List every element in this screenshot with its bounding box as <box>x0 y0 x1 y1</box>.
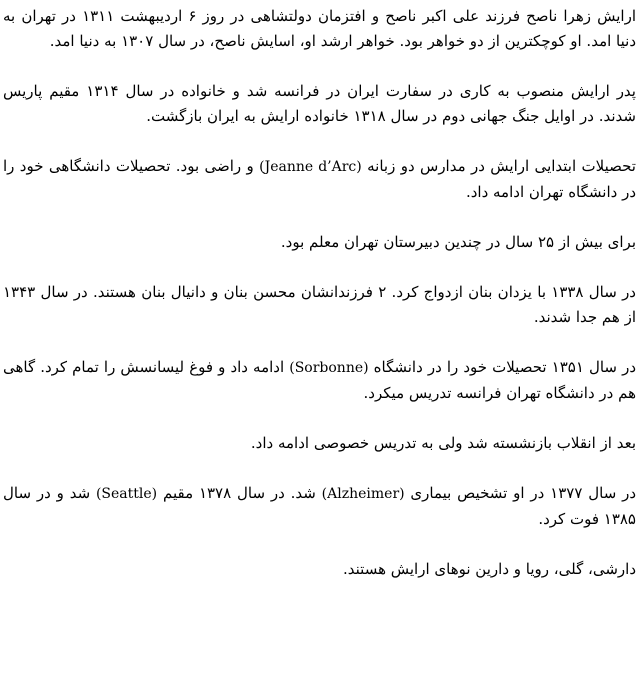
paragraph-text: برای بیش از ۲۵ سال در چندین دبیرستان تهران معلم بود. <box>280 233 636 251</box>
latin-term: (Alzheimer) <box>321 486 405 502</box>
paragraph-text: شد. در سال ۱۳۷۸ مقیم <box>157 484 322 502</box>
paragraph <box>3 355 636 406</box>
latin-term: (Seattle) <box>95 486 158 502</box>
paragraph <box>3 79 636 129</box>
paragraph-text: بعد از انقلاب بازنشسته شد ولی به تدریس خصوصی ادامه داد. <box>250 434 636 452</box>
paragraph-text: ارایش زهرا ناصح فرزند علی اکبر ناصح و افتزمان دولتشاهی در روز ۶ اردیبهشت ۱۳۱۱ در تهران به دنیا امد. او کوچکترین از دو خواهر بود. خواهر ارشد او، اسایش ناصح، در سال ۱۳۰۷ به دنیا امد. <box>3 7 636 50</box>
paragraph-text: پدر ارایش منصوب به کاری در سفارت ایران در فرانسه شد و خانواده در سال ۱۳۱۴ مقیم پاریس شدند. در اوایل جنگ جهانی دوم در سال ۱۳۱۸ خانواده ارایش به ایران بازگشت. <box>3 82 636 125</box>
document-body <box>0 4 639 582</box>
paragraph <box>3 280 636 330</box>
paragraph-text: در سال ۱۳۷۷ در او تشخیص بیماری <box>404 484 637 502</box>
paragraph <box>3 481 636 532</box>
latin-term: (Jeanne d’Arc) <box>259 159 362 175</box>
paragraph-text: شد و در سال ۱۳۸۵ فوت کرد. <box>3 484 636 528</box>
paragraph <box>3 4 636 54</box>
paragraph-text: در سال ۱۳۳۸ با یزدان بنان ازدواج کرد. ۲ فرزندانشان محسن بنان و دانیال بنان هستند. در سال ۱۳۴۳ از هم جدا شدند. <box>3 283 636 326</box>
paragraph <box>3 557 636 582</box>
latin-term: (Sorbonne) <box>289 360 369 376</box>
paragraph <box>3 230 636 255</box>
paragraph-text: دارشی، گلی، رویا و دارین نوهای ارایش هستند. <box>343 560 636 578</box>
paragraph <box>3 154 636 205</box>
paragraph-text: تحصیلات ابتدایی ارایش در مدارس دو زبانه <box>361 157 636 175</box>
paragraph-text: ادامه داد و فوغ لیسانسش را تمام کرد. گاهی هم در دانشگاه تهران فرانسه تدریس میکرد. <box>3 358 636 402</box>
paragraph-text: در سال ۱۳۵۱ تحصیلات خود را در دانشگاه <box>368 358 636 376</box>
paragraph-text: و راضی بود. تحصیلات دانشگاهی خود را در دانشگاه تهران ادامه داد. <box>3 157 636 201</box>
paragraph <box>3 431 636 456</box>
